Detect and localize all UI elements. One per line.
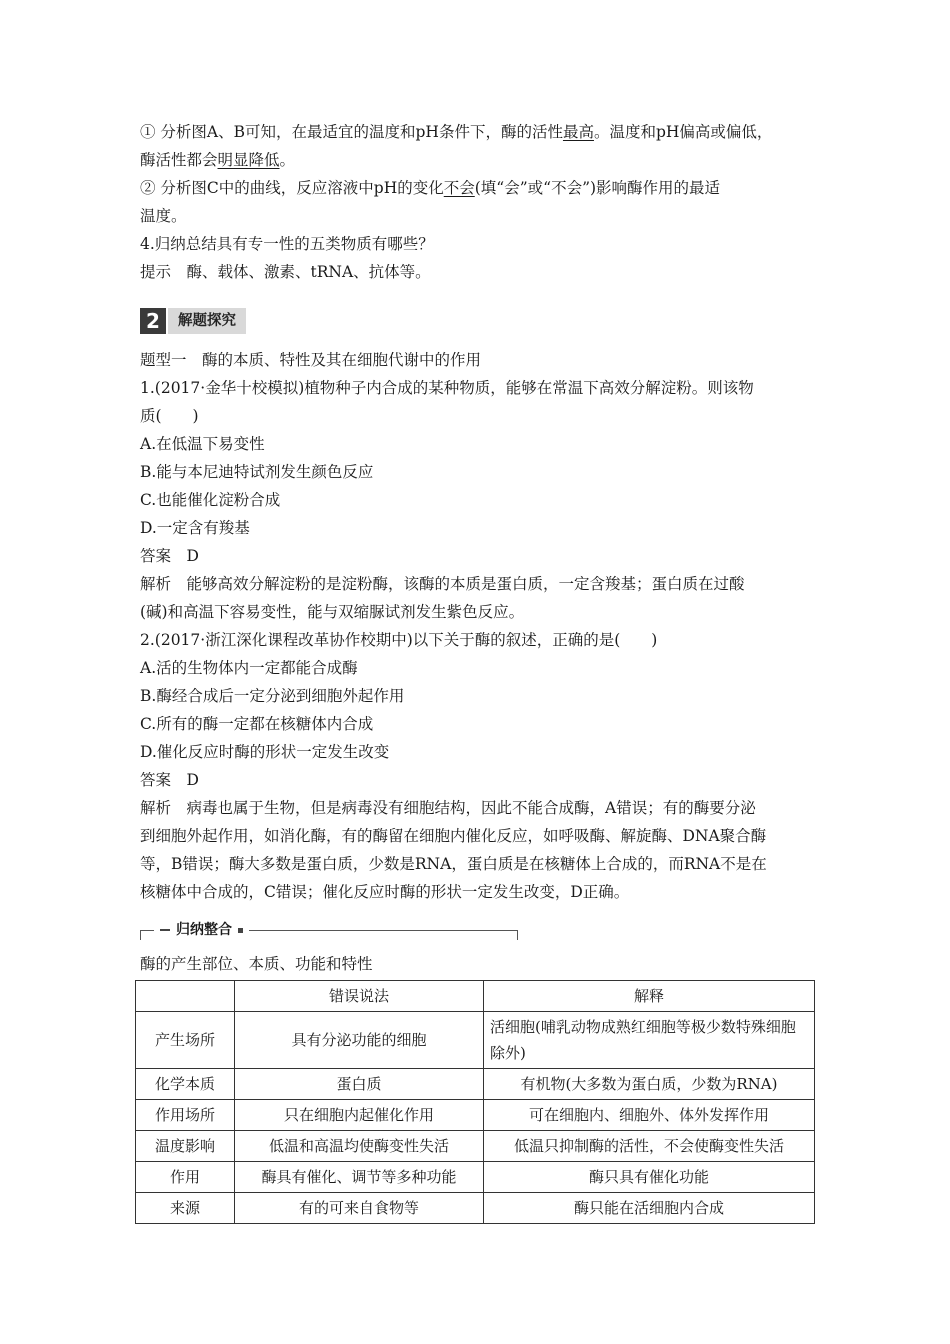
q2-stem: 2.(2017·浙江深化课程改革协作校期中)以下关于酶的叙述，正确的是( ) — [140, 631, 658, 649]
intro-line-1 — [140, 118, 820, 146]
text: 酶活性都会 — [140, 151, 218, 169]
table-cell: 来源 — [136, 1193, 235, 1224]
table-row — [136, 1012, 815, 1069]
table-row — [136, 1162, 815, 1193]
text: 。温度和pH偏高或偏低， — [593, 123, 773, 141]
section-header — [140, 308, 820, 334]
q2-option-d: D.催化反应时酶的形状一定发生改变 — [140, 743, 390, 761]
table-cell: 化学本质 — [136, 1069, 235, 1100]
table-cell: 活细胞(哺乳动物成熟红细胞等极少数特殊细胞除外) — [484, 1012, 815, 1069]
table-cell: 酶具有催化、调节等多种功能 — [235, 1162, 484, 1193]
q1-stem-line-1: 1.(2017·金华十校模拟)植物种子内合成的某种物质，能够在常温下高效分解淀粉。则该物 — [140, 379, 754, 397]
table-row — [136, 1100, 815, 1131]
table-header-row — [136, 981, 815, 1012]
answer-underlined: 最高 — [562, 123, 594, 141]
summary-label-text: 归纳整合 — [176, 922, 232, 938]
table-cell: 只在细胞内起催化作用 — [235, 1100, 484, 1131]
text: ② 分析图C中的曲线，反应溶液中pH的变化 — [140, 179, 444, 197]
question-4: 4.归纳总结具有专一性的五类物质有哪些？ — [140, 235, 434, 253]
document-content — [140, 118, 820, 978]
square-icon — [238, 928, 243, 933]
table-cell: 酶只具有催化功能 — [484, 1162, 815, 1193]
answer-underlined: 明显降低 — [217, 151, 280, 169]
summary-caption: 酶的产生部位、本质、功能和特性 — [140, 955, 373, 973]
table-cell: 有机物(大多数为蛋白质，少数为RNA) — [484, 1069, 815, 1100]
answer-underlined: 不会 — [443, 179, 475, 197]
text: (填“会”或“不会”)影响酶作用的最适 — [474, 179, 721, 197]
q2-option-c: C.所有的酶一定都在核糖体内合成 — [140, 715, 374, 733]
table-cell: 蛋白质 — [235, 1069, 484, 1100]
q1-explanation-2: (碱)和高温下容易变性，能与双缩脲试剂发生紫色反应。 — [140, 603, 525, 621]
table-cell: 产生场所 — [136, 1012, 235, 1069]
table-row — [136, 1131, 815, 1162]
q2-option-a: A.活的生物体内一定都能合成酶 — [140, 659, 358, 677]
summary-label — [154, 920, 249, 940]
q1-answer: 答案 D — [140, 547, 199, 565]
table-cell: 低温和高温均使酶变性失活 — [235, 1131, 484, 1162]
q1-option-a: A.在低温下易变性 — [140, 435, 265, 453]
table-cell: 作用 — [136, 1162, 235, 1193]
intro-line-2 — [140, 146, 820, 174]
table-cell: 酶只能在活细胞内合成 — [484, 1193, 815, 1224]
q1-option-d: D.一定含有羧基 — [140, 519, 250, 537]
q2-option-b: B.酶经合成后一定分泌到细胞外起作用 — [140, 687, 405, 705]
table-header-cell — [136, 981, 235, 1012]
summary-header — [140, 920, 518, 942]
q1-option-b: B.能与本尼迪特试剂发生颜色反应 — [140, 463, 374, 481]
table-row — [136, 1193, 815, 1224]
table-cell: 具有分泌功能的细胞 — [235, 1012, 484, 1069]
q2-answer: 答案 D — [140, 771, 199, 789]
question-type-title: 题型一 酶的本质、特性及其在细胞代谢中的作用 — [140, 351, 482, 369]
q1-explanation-1: 解析 能够高效分解淀粉的是淀粉酶，该酶的本质是蛋白质，一定含羧基；蛋白质在过酸 — [140, 575, 745, 593]
hint-4: 提示 酶、载体、激素、tRNA、抗体等。 — [140, 263, 431, 281]
table-cell: 温度影响 — [136, 1131, 235, 1162]
q2-explanation-3: 等，B错误；酶大多数是蛋白质，少数是RNA，蛋白质是在核糖体上合成的，而RNA不是在 — [140, 855, 767, 873]
enzyme-table — [135, 980, 815, 1224]
text: 。 — [279, 151, 296, 169]
q1-stem-line-2: 质( ) — [140, 407, 199, 425]
table-row — [136, 1069, 815, 1100]
dash-icon — [160, 929, 170, 931]
summary-rule-left — [140, 930, 141, 940]
section-number: 2 — [140, 308, 166, 334]
q1-option-c: C.也能催化淀粉合成 — [140, 491, 281, 509]
q2-explanation-2: 到细胞外起作用，如消化酶，有的酶留在细胞内催化反应，如呼吸酶、解旋酶、DNA聚合酶 — [140, 827, 767, 845]
table-cell: 有的可来自食物等 — [235, 1193, 484, 1224]
section-title: 解题探究 — [168, 308, 246, 334]
intro-line-4: 温度。 — [140, 207, 187, 225]
table-cell: 可在细胞内、细胞外、体外发挥作用 — [484, 1100, 815, 1131]
q2-explanation-1: 解析 病毒也属于生物，但是病毒没有细胞结构，因此不能合成酶，A错误；有的酶要分泌 — [140, 799, 756, 817]
text: ① 分析图A、B可知，在最适宜的温度和pH条件下，酶的活性 — [140, 123, 563, 141]
table-cell: 低温只抑制酶的活性，不会使酶变性失活 — [484, 1131, 815, 1162]
table-cell: 作用场所 — [136, 1100, 235, 1131]
q2-explanation-4: 核糖体中合成的，C错误；催化反应时酶的形状一定发生改变，D正确。 — [140, 883, 630, 901]
table-header-cell: 错误说法 — [235, 981, 484, 1012]
summary-rule-right — [517, 930, 518, 940]
intro-line-3 — [140, 174, 820, 202]
table-header-cell: 解释 — [484, 981, 815, 1012]
